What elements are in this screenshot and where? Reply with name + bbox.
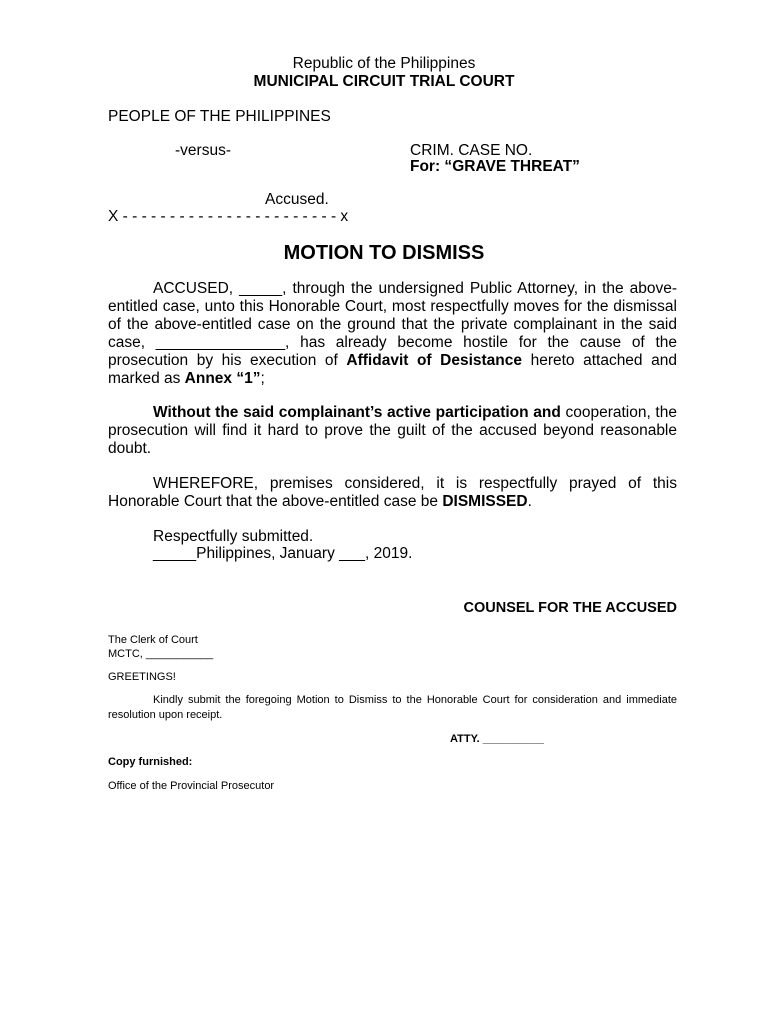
caption-divider: X - - - - - - - - - - - - - - - - - - - - - - - x [108, 208, 349, 225]
grounds-end: ; [260, 370, 265, 387]
prosecutor-office: Office of the Provincial Prosecutor [108, 780, 275, 792]
case-number-label: CRIM. CASE NO. [410, 142, 533, 159]
copy-furnished-label: Copy furnished: [108, 756, 193, 768]
court-heading: MUNICIPAL CIRCUIT TRIAL COURT [253, 73, 515, 90]
paragraph-grounds [108, 280, 677, 388]
counsel-signature-label: COUNSEL FOR THE ACCUSED [463, 600, 677, 616]
people-caption: PEOPLE OF THE PHILIPPINES [108, 108, 331, 125]
atty-signature-line: ATTY. __________ [450, 733, 544, 745]
grounds-text: ACCUSED, _____, through the undersigned Public Attorney, in the above-entitled case, unto this Honorable Court, most respectfully moves for the dismissal of the above-entitled case on the ground that the private complainant in the said case, _______________, has already become hostile for the cause of the prosecution by his execution of [108, 280, 677, 369]
charge-value: GRAVE THREAT [452, 158, 573, 175]
versus-label: -versus- [175, 142, 231, 159]
affidavit-term: Affidavit of Desistance [346, 352, 523, 369]
annex-term: Annex “1” [184, 370, 261, 387]
respectfully-submitted: Respectfully submitted. [153, 528, 314, 545]
charge-suffix: ” [572, 158, 580, 175]
dismissed-term: DISMISSED [442, 493, 528, 510]
cooperation-bold: Without the said complainant’s active participation and [153, 404, 561, 421]
accused-label: Accused. [265, 191, 329, 208]
clerk-address: The Clerk of Court [108, 634, 198, 646]
prayer-text: WHEREFORE, premises considered, it is respectfully prayed of this Honorable Court that the above-entitled case be [108, 475, 677, 510]
mctc-address: MCTC, ___________ [108, 648, 214, 660]
republic-heading: Republic of the Philippines [292, 55, 476, 72]
greetings: GREETINGS! [108, 671, 176, 683]
paragraph-cooperation [108, 404, 677, 458]
prayer-end: . [527, 493, 532, 510]
cooperation-text: cooperation, the prosecution will find it hard to prove the guilt of the accused beyond reasonable doubt. [108, 404, 677, 457]
notice-body: Kindly submit the foregoing Motion to Dismiss to the Honorable Court for consideration and immediate resolution upon receipt. [108, 694, 677, 721]
grounds-mid: hereto attached and marked as [108, 352, 677, 387]
paragraph-prayer [108, 475, 677, 511]
place-date-line: _____Philippines, January ___, 2019. [153, 545, 413, 562]
case-charge [410, 158, 580, 176]
document-title: MOTION TO DISMISS [283, 242, 485, 264]
charge-prefix: For: “ [410, 158, 453, 175]
